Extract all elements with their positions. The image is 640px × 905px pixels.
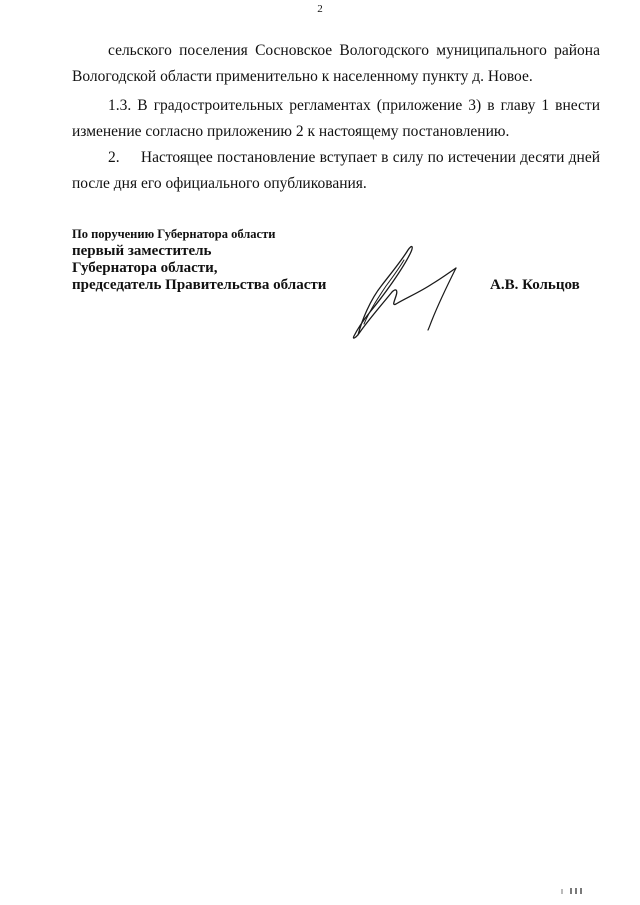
page-number: 2 xyxy=(317,3,323,15)
paragraph-line: 1.3. В градостроительных регламентах (приложение 3) в главу 1 внести xyxy=(108,97,600,114)
handwritten-signature xyxy=(340,240,470,345)
authority-line: По поручению Губернатора области xyxy=(72,227,276,241)
signer-name: А.В. Кольцов xyxy=(490,277,580,293)
paragraph-line: Вологодской области применительно к населенному пункту д. Новое. xyxy=(72,68,533,85)
position-line: первый заместитель xyxy=(72,243,212,259)
paragraph-line: после дня его официального опубликования. xyxy=(72,175,367,192)
paragraph-line: изменение согласно приложению 2 к настоящему постановлению. xyxy=(72,123,510,140)
paragraph-line: сельского поселения Сосновское Вологодского муниципального района xyxy=(108,42,600,59)
position-line: председатель Правительства области xyxy=(72,277,327,293)
position-line: Губернатора области, xyxy=(72,260,218,276)
scan-mark xyxy=(556,886,596,896)
paragraph-line: 2. Настоящее постановление вступает в силу по истечении десяти дней xyxy=(108,149,600,166)
